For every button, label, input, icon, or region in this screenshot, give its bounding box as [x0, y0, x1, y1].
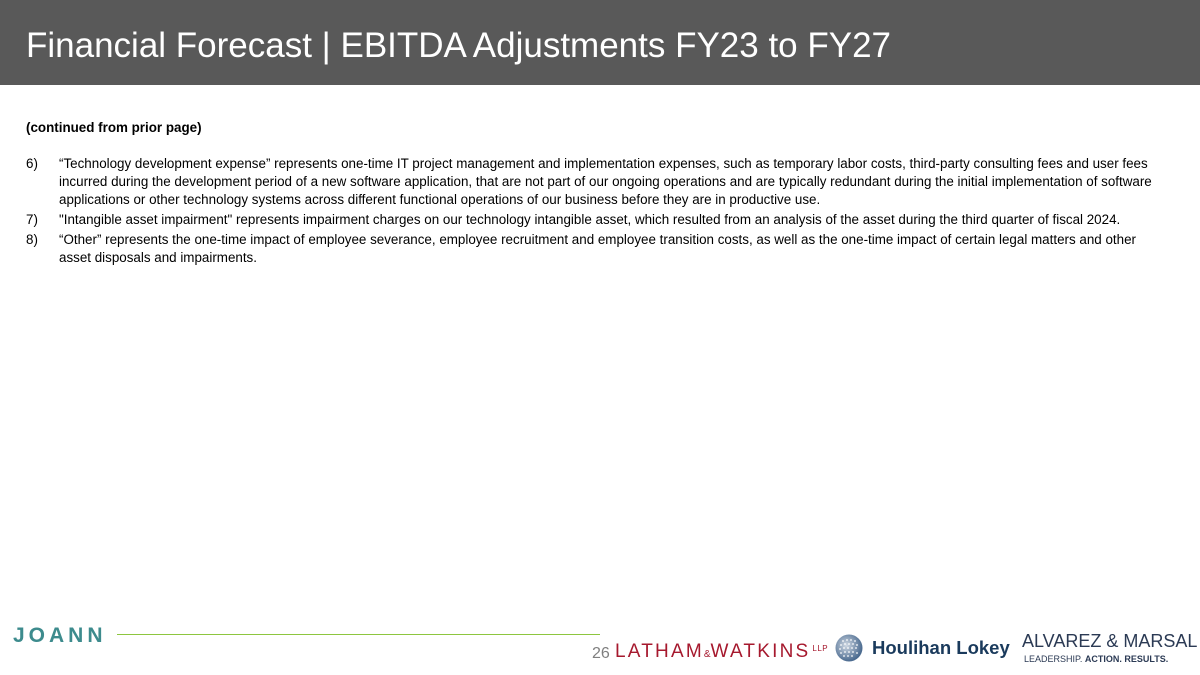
tagline-prefix: LEADERSHIP.	[1024, 654, 1085, 664]
note-item	[26, 155, 1166, 209]
tagline-bold: ACTION. RESULTS.	[1084, 654, 1169, 664]
watkins-text: WATKINS	[710, 641, 811, 662]
alvarez-marsal-tagline	[1024, 654, 1168, 664]
footer-divider	[117, 634, 600, 635]
alvarez-marsal-logo: ALVAREZ & MARSAL	[1022, 631, 1198, 651]
continued-label: (continued from prior page)	[26, 120, 202, 135]
note-item	[26, 211, 1166, 229]
latham-text: LATHAM	[615, 641, 704, 662]
houlihan-lokey-logo: Houlihan Lokey	[872, 637, 1010, 658]
note-text: “Other” represents the one-time impact of employee severance, employee recruitment and employee transition costs, as well as the one-time impact of certain legal matters and other asset disposals and impairments.	[59, 232, 1136, 265]
note-item	[26, 231, 1166, 267]
note-number: 6)	[26, 156, 38, 171]
joann-logo: JOANN	[13, 624, 107, 647]
note-number: 8)	[26, 232, 38, 247]
latham-amp: &	[703, 649, 711, 660]
llp-text: LLP	[812, 644, 829, 653]
houlihan-globe-icon	[834, 633, 864, 663]
page-number: 26	[592, 645, 610, 662]
note-text: “Technology development expense” represents one-time IT project management and implementation expenses, such as temporary labor costs, third-party consulting fees and user fees incurred during the development period of a new software application, that are not part of our ongoing operations and are typically redundant during the initial implementation of software applications or other technology systems across different functional operations of our business before they are in productive use.	[59, 156, 1152, 207]
notes-section	[26, 119, 1166, 269]
title-bar	[0, 0, 1200, 85]
page-title: Financial Forecast | EBITDA Adjustments FY23 to FY27	[26, 26, 892, 65]
note-number: 7)	[26, 212, 38, 227]
note-text: "Intangible asset impairment" represents impairment charges on our technology intangible asset, which resulted from an analysis of the asset during the third quarter of fiscal 2024.	[59, 212, 1121, 227]
latham-watkins-logo	[615, 641, 828, 663]
